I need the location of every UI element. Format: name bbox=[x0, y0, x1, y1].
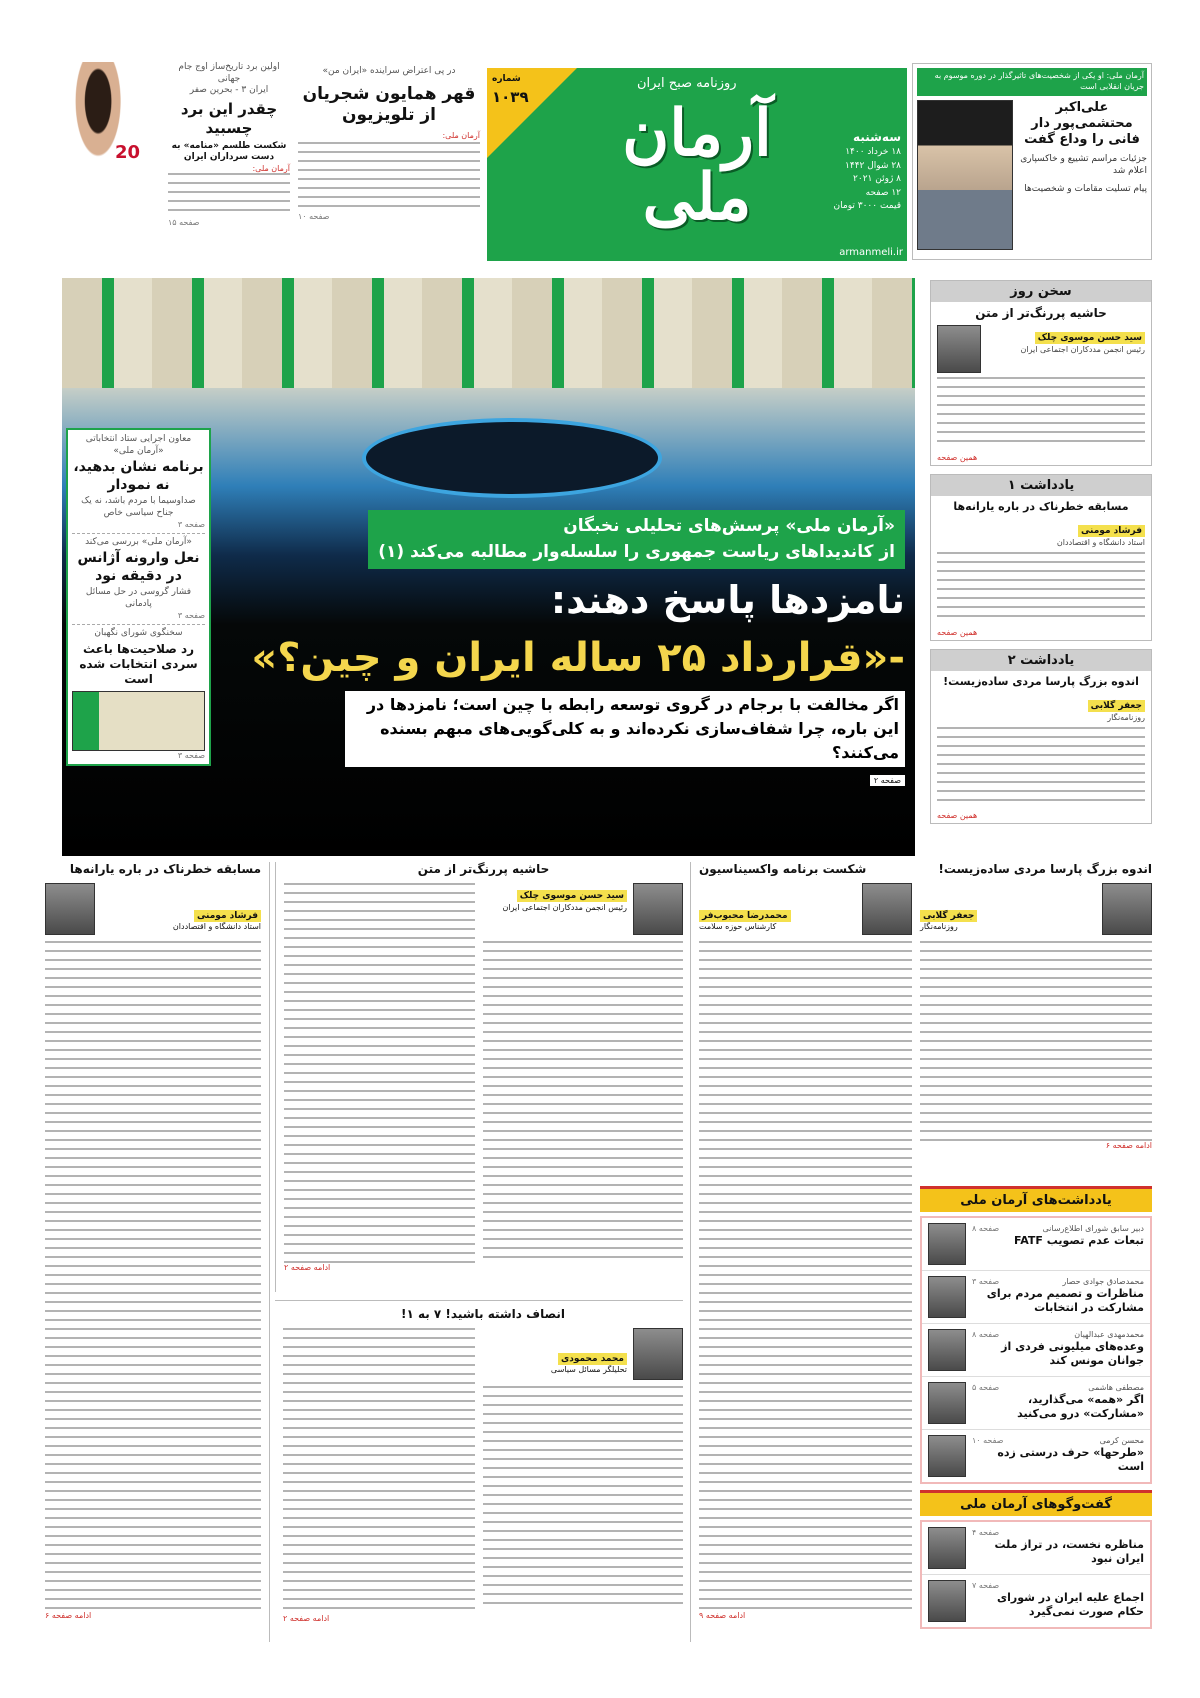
headline: قهر همایون شجریان از تلویزیون bbox=[302, 83, 476, 125]
price: قیمت ۳۰۰۰ تومان bbox=[833, 201, 901, 211]
body-text bbox=[920, 941, 1152, 1141]
author: دبیر سابق شورای اطلاع‌رسانی bbox=[1042, 1224, 1144, 1233]
author-photo bbox=[862, 883, 912, 935]
top-mid-story[interactable] bbox=[298, 66, 480, 261]
kicker: سخنگوی شورای نگهبان bbox=[94, 627, 183, 638]
interviewee-photo bbox=[928, 1527, 966, 1569]
author-photo bbox=[928, 1329, 966, 1371]
kicker-line-2: از کاندیداهای ریاست جمهوری را سلسله‌وار مطالبه می‌کند (۱) bbox=[378, 541, 895, 562]
headline: حاشیه پررنگ‌تر از متن bbox=[975, 306, 1107, 320]
author-photo bbox=[1102, 883, 1152, 935]
author: جعفر گلابی bbox=[920, 910, 977, 922]
rail-story[interactable] bbox=[72, 434, 205, 533]
author-photo bbox=[928, 1382, 966, 1424]
body-text bbox=[45, 941, 261, 1611]
headline: انصاف داشته باشید! ۷ به ۱! bbox=[400, 1307, 566, 1321]
note-item[interactable] bbox=[922, 1218, 1150, 1271]
tagline: روزنامه صبح ایران bbox=[637, 76, 737, 91]
talks-box bbox=[920, 1490, 1152, 1629]
talk-item[interactable] bbox=[922, 1522, 1150, 1575]
title: «طرحها» حرف درستی زده است bbox=[997, 1446, 1144, 1474]
author-photo bbox=[928, 1435, 966, 1477]
body-text bbox=[483, 1386, 683, 1606]
body-text bbox=[937, 552, 1145, 624]
lead: آرمان ملی: bbox=[252, 163, 290, 173]
kicker: معاون اجرایی ستاد انتخاباتی «آرمان ملی» bbox=[85, 434, 192, 456]
body-text bbox=[298, 142, 480, 212]
main-deck: اگر مخالفت با برجام در گروی توسعه رابطه با چین است؛ نامزدها در این باره، چرا شفاف‌سازی نکرده‌اند و به کلی‌گویی‌های مبهم بسنده می‌کنند؟ bbox=[345, 691, 905, 767]
author-role: استاد دانشگاه و اقتصاددان bbox=[1056, 537, 1145, 547]
page-ref: صفحه ۸ bbox=[972, 1330, 1000, 1339]
website[interactable]: armanmeli.ir bbox=[839, 247, 903, 258]
page-ref[interactable]: صفحه ۳ bbox=[177, 519, 205, 529]
portrait-photo bbox=[917, 100, 1013, 250]
section-title: یادداشت ۲ bbox=[931, 650, 1151, 671]
note-item[interactable] bbox=[922, 1377, 1150, 1430]
author-photo bbox=[633, 1328, 683, 1380]
issue-number: ۱۰۳۹ bbox=[492, 88, 529, 106]
note-item[interactable] bbox=[922, 1324, 1150, 1377]
author-role: رئیس انجمن مددکاران اجتماعی ایران bbox=[502, 903, 627, 912]
kicker: اولین برد تاریخ‌ساز اوج جام جهانی bbox=[178, 62, 280, 84]
author: محمدمهدی عبدالهیان bbox=[1074, 1330, 1144, 1339]
author: محمدصادق جوادی حصار bbox=[1062, 1277, 1144, 1286]
continue-link[interactable]: ادامه صفحه ۲ bbox=[284, 1263, 331, 1272]
weekday: سه‌شنبه bbox=[853, 130, 901, 144]
body-text bbox=[699, 941, 912, 1611]
column-story[interactable] bbox=[920, 862, 1152, 1150]
date-hijri: ۲۸ شوال ۱۴۴۲ bbox=[845, 160, 901, 171]
continue-link[interactable]: ادامه صفحه ۹ bbox=[699, 1611, 746, 1620]
author: سید حسن موسوی چلک bbox=[1035, 332, 1145, 344]
subhead: فشار گروسی در حل مسائل پادمانی bbox=[85, 587, 192, 610]
headline: شکست برنامه واکسیناسیون bbox=[699, 862, 867, 876]
kicker-line-1: «آرمان ملی» پرسش‌های تحلیلی نخبگان bbox=[563, 516, 895, 536]
continue-link[interactable]: همین صفحه bbox=[937, 810, 978, 820]
headline: حاشیه پررنگ‌تر از متن bbox=[417, 862, 550, 876]
column-story[interactable] bbox=[690, 862, 912, 1642]
continue-link[interactable]: ادامه صفحه ۲ bbox=[283, 1614, 330, 1623]
author-photo bbox=[937, 325, 981, 373]
title: مناظره نخست، در تراز ملت ایران نبود bbox=[994, 1538, 1144, 1566]
section-title: یادداشت ۱ bbox=[931, 475, 1151, 496]
headline: علی‌اکبر محتشمی‌پور دار فانی را وداع گفت bbox=[1024, 99, 1140, 148]
headline: مسابقه خطرناک در باره یارانه‌ها bbox=[953, 500, 1129, 513]
right-rail bbox=[930, 280, 1152, 824]
continue-link[interactable]: همین صفحه bbox=[937, 627, 978, 637]
rail-story[interactable] bbox=[72, 533, 205, 624]
masthead bbox=[487, 68, 907, 261]
author: مصطفی هاشمی bbox=[1088, 1383, 1144, 1392]
logo: آرمان ملی bbox=[622, 96, 772, 235]
author: محمد محمودی bbox=[558, 1353, 627, 1365]
main-headline-2: -«قرارداد ۲۵ ساله ایران و چین؟» bbox=[251, 634, 905, 681]
note-1-box[interactable] bbox=[930, 474, 1152, 641]
author: محمدرضا محبوب‌فر bbox=[699, 910, 791, 922]
author-role: تحلیلگر مسائل سیاسی bbox=[550, 1365, 627, 1374]
date-persian: ۱۸ خرداد ۱۴۰۰ bbox=[845, 147, 901, 157]
issue-label: شماره bbox=[492, 74, 521, 84]
rail-story[interactable] bbox=[72, 624, 205, 760]
body-text bbox=[483, 941, 683, 1261]
column-story[interactable] bbox=[45, 862, 270, 1642]
subhead-2: پیام تسلیت مقامات و شخصیت‌ها bbox=[1024, 183, 1147, 194]
author-role: استاد دانشگاه و اقتصاددان bbox=[172, 922, 261, 931]
subhead: شکست طلسم «منامه» به دست سرداران ایران bbox=[171, 140, 287, 163]
author: جعفر گلابی bbox=[1088, 700, 1145, 712]
headline: برنامه نشان بدهید، نه نمودار bbox=[73, 459, 204, 493]
headline: مسابقه خطرناک در باره یارانه‌ها bbox=[69, 862, 261, 876]
continue-link[interactable]: همین صفحه bbox=[937, 453, 978, 462]
body-text bbox=[284, 883, 475, 1263]
section-title: سخن روز bbox=[931, 281, 1151, 302]
column-story[interactable] bbox=[275, 862, 683, 1292]
football-player-photo: 20 bbox=[45, 62, 163, 258]
author-role: روزنامه‌نگار bbox=[920, 922, 958, 931]
page-ref[interactable]: صفحه ۱۵ bbox=[168, 217, 200, 227]
debate-stage-photo bbox=[62, 278, 915, 388]
body-text bbox=[937, 377, 1145, 449]
main-kicker bbox=[368, 510, 905, 569]
author: سید حسن موسوی چلک bbox=[517, 890, 627, 902]
title: اگر «همه» می‌گذارید، «مشارکت» درو می‌کنید bbox=[1017, 1393, 1144, 1421]
headline: نعل وارونه آژانس در دقیقه نود bbox=[77, 550, 200, 584]
headline: رد صلاحیت‌ها باعث سردی انتخابات شده است bbox=[79, 641, 198, 686]
page-ref[interactable]: صفحه ۱۰ bbox=[298, 212, 330, 222]
note-item[interactable] bbox=[922, 1430, 1150, 1482]
section-title: یادداشت‌های آرمان ملی bbox=[920, 1186, 1152, 1212]
author-photo bbox=[928, 1276, 966, 1318]
notes-box bbox=[920, 1186, 1152, 1484]
headline: اندوه بزرگ پارسا مردی ساده‌زیست! bbox=[943, 674, 1139, 688]
editorial-box[interactable] bbox=[930, 280, 1152, 466]
author-photo bbox=[45, 883, 95, 935]
page-ref[interactable]: صفحه ۲ bbox=[870, 775, 905, 786]
continue-link[interactable]: ادامه صفحه ۶ bbox=[1105, 1141, 1152, 1150]
body-text bbox=[283, 1328, 475, 1614]
author-photo bbox=[928, 1223, 966, 1265]
page-ref[interactable]: صفحه ۳ bbox=[177, 610, 205, 620]
spokesman-photo bbox=[72, 691, 205, 751]
page-ref: صفحه ۴ bbox=[972, 1528, 1000, 1537]
title: مناظرات و تصمیم مردم برای مشارکت در انتخابات bbox=[986, 1287, 1144, 1315]
bottom-mid-story[interactable] bbox=[275, 1300, 683, 1642]
page-ref: صفحه ۷ bbox=[972, 1581, 1000, 1590]
author: محسن کرمی bbox=[1099, 1436, 1144, 1445]
body-text bbox=[168, 173, 290, 218]
main-text-block bbox=[225, 510, 905, 786]
page-count: ۱۲ صفحه bbox=[865, 187, 901, 198]
date-block bbox=[825, 128, 901, 214]
continue-link[interactable]: ادامه صفحه ۶ bbox=[45, 1611, 92, 1620]
page-ref[interactable]: صفحه ۳ bbox=[177, 750, 205, 760]
title: تبعات عدم تصویب FATF bbox=[1013, 1234, 1144, 1248]
page-ref: صفحه ۱۰ bbox=[972, 1436, 1004, 1445]
interviewee-photo bbox=[928, 1580, 966, 1622]
page-ref: صفحه ۸ bbox=[972, 1224, 1000, 1233]
author: فرشاد مومنی bbox=[1078, 525, 1145, 537]
lead: آرمان ملی: bbox=[442, 131, 480, 141]
left-rail bbox=[66, 428, 211, 766]
subhead: جزئیات مراسم تشییع و خاکسپاری اعلام شد bbox=[1020, 154, 1147, 177]
author-role: رئیس انجمن مددکاران اجتماعی ایران bbox=[1020, 345, 1145, 354]
body-text bbox=[937, 727, 1145, 807]
notes-stack bbox=[920, 1186, 1152, 1629]
title: اجماع علیه ایران در شورای حکام صورت نمی‌گیرد bbox=[997, 1591, 1144, 1619]
date-gregorian: ۸ ژوئن ۲۰۲۱ bbox=[853, 174, 901, 184]
author-photo bbox=[633, 883, 683, 935]
top-left-story[interactable] bbox=[45, 62, 290, 262]
kicker: «آرمان ملی» بررسی می‌کند bbox=[85, 536, 192, 547]
section-title: گفت‌وگوهای آرمان ملی bbox=[920, 1490, 1152, 1516]
headline: اندوه بزرگ پارسا مردی ساده‌زیست! bbox=[938, 862, 1152, 876]
main-headline-1: نامزدها پاسخ دهند: bbox=[550, 578, 905, 622]
author-role: روزنامه‌نگار bbox=[1107, 712, 1145, 722]
top-right-story[interactable] bbox=[912, 63, 1152, 260]
main-story[interactable] bbox=[62, 278, 915, 856]
author: فرشاد مومنی bbox=[194, 910, 261, 922]
headline: چقدر این برد چسبید bbox=[180, 100, 278, 137]
title: وعده‌های میلیونی فردی از جوانان مونس کند bbox=[1001, 1340, 1144, 1368]
author-role: کارشناس حوزه سلامت bbox=[699, 922, 777, 931]
page-ref: صفحه ۳ bbox=[972, 1277, 1000, 1286]
stage-logo bbox=[362, 418, 662, 498]
score: ایران ۳ - بحرین صفر bbox=[189, 85, 269, 96]
kicker: در پی اعتراض سراینده «ایران من» bbox=[322, 66, 456, 76]
subhead: صداوسیما با مردم باشد، نه یک جناح سیاسی خاص bbox=[81, 496, 196, 519]
page-ref: صفحه ۵ bbox=[972, 1383, 1000, 1392]
note-2-box[interactable] bbox=[930, 649, 1152, 824]
note-item[interactable] bbox=[922, 1271, 1150, 1324]
talk-item[interactable] bbox=[922, 1575, 1150, 1627]
kicker: آرمان ملی: او یکی از شخصیت‌های تاثیرگذار در دوره موسوم به جریان انقلابی است bbox=[917, 68, 1147, 96]
